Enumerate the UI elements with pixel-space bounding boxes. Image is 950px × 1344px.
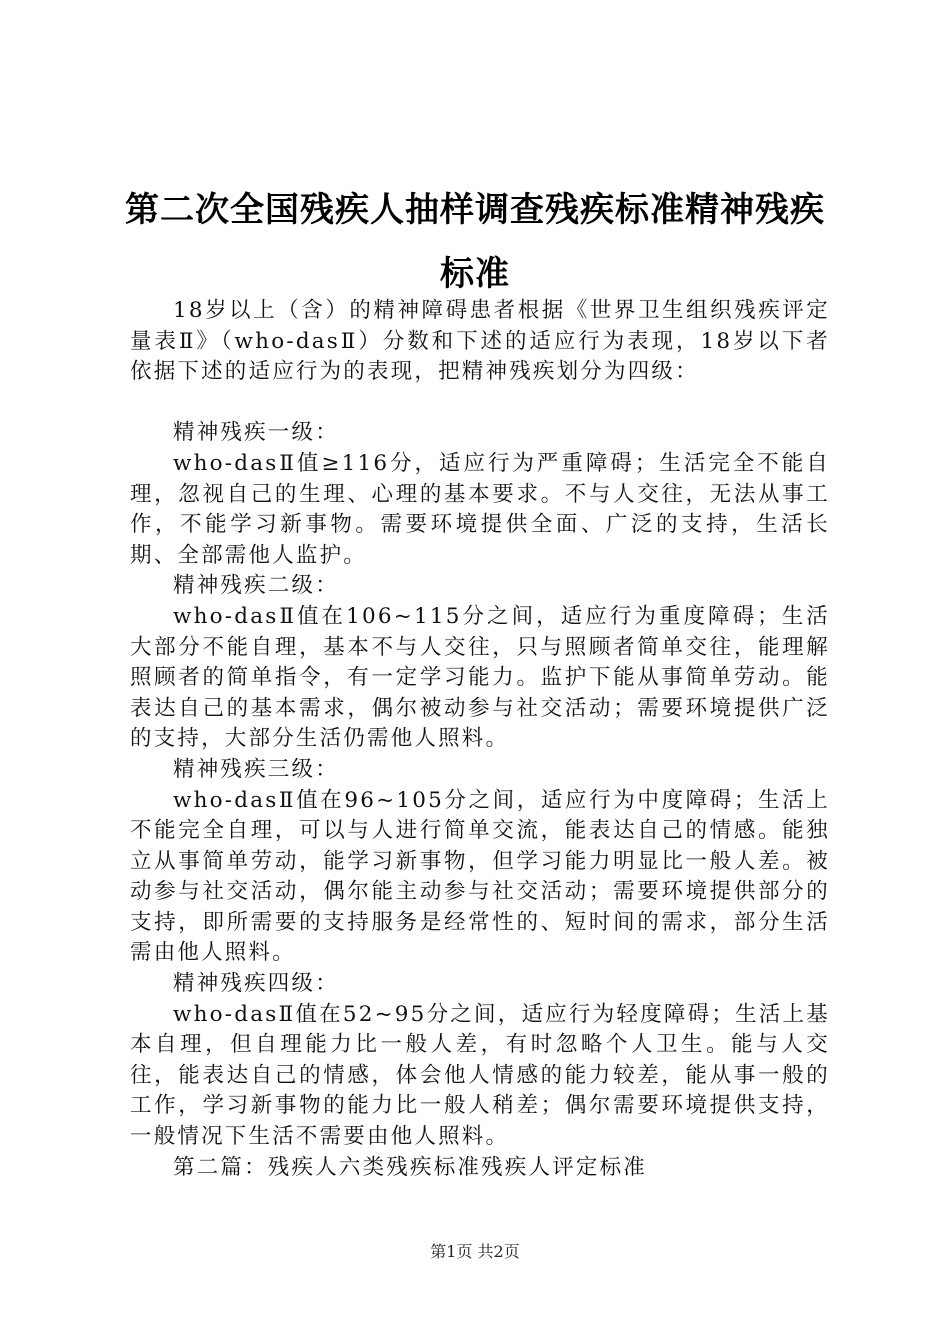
level-3-text: who-dasⅡ值在96~105分之间，适应行为中度障碍；生活上不能完全自理，可以与人进行简单交流，能表达自己的情感。能独立从事简单劳动，能学习新事物，但学习能力明显比一般人差。被动参与社交活动，偶尔能主动参与社交活动；需要环境提供部分的支持，即所需要的支持服务是经常性的、短时间的需求，部分生活需由他人照料。	[130, 787, 830, 966]
level-1-text: who-dasⅡ值≥116分，适应行为严重障碍；生活完全不能自理，忽视自己的生理、心理的基本要求。不与人交往，无法从事工作，不能学习新事物。需要环境提供全面、广泛的支持，生活长期、全部需他人监护。	[130, 450, 830, 568]
title-line-2: 标准	[440, 254, 510, 294]
document-title	[100, 178, 850, 306]
level-2-text: who-dasⅡ值在106~115分之间，适应行为重度障碍；生活大部分不能自理，基本不与人交往，只与照顾者简单交往，能理解照顾者的简单指令，有一定学习能力。监护下能从事简单劳动。能表达自己的基本需求，偶尔被动参与社交活动；需要环境提供广泛的支持，大部分生活仍需他人照料。	[130, 603, 830, 752]
level-4-heading: 精神残疾四级：	[173, 971, 339, 997]
title-line-1: 第二次全国残疾人抽样调查残疾标准精神残疾	[125, 190, 825, 230]
level-1-heading: 精神残疾一级：	[173, 420, 339, 446]
level-3-heading: 精神残疾三级：	[173, 756, 339, 782]
intro-paragraph: 18岁以上（含）的精神障碍患者根据《世界卫生组织残疾评定量表Ⅱ》（who-dasⅡ）分数和下述的适应行为表现，18岁以下者依据下述的适应行为的表现，把精神残疾划分为四级：	[130, 298, 830, 385]
next-section-heading: 第二篇：残疾人六类残疾标准残疾人评定标准	[173, 1154, 648, 1180]
level-4-text: who-dasⅡ值在52~95分之间，适应行为轻度障碍；生活上基本自理，但自理能力比一般人差，有时忽略个人卫生。能与人交往，能表达自己的情感，体会他人情感的能力较差，能从事一般的工作，学习新事物的能力比一般人稍差；偶尔需要环境提供支持，一般情况下生活不需要由他人照料。	[130, 1001, 830, 1150]
page-footer: 第1页 共2页	[430, 1242, 520, 1261]
paragraph-gap	[130, 388, 830, 419]
document-body	[130, 296, 830, 1183]
level-2-heading: 精神残疾二级：	[173, 573, 339, 599]
